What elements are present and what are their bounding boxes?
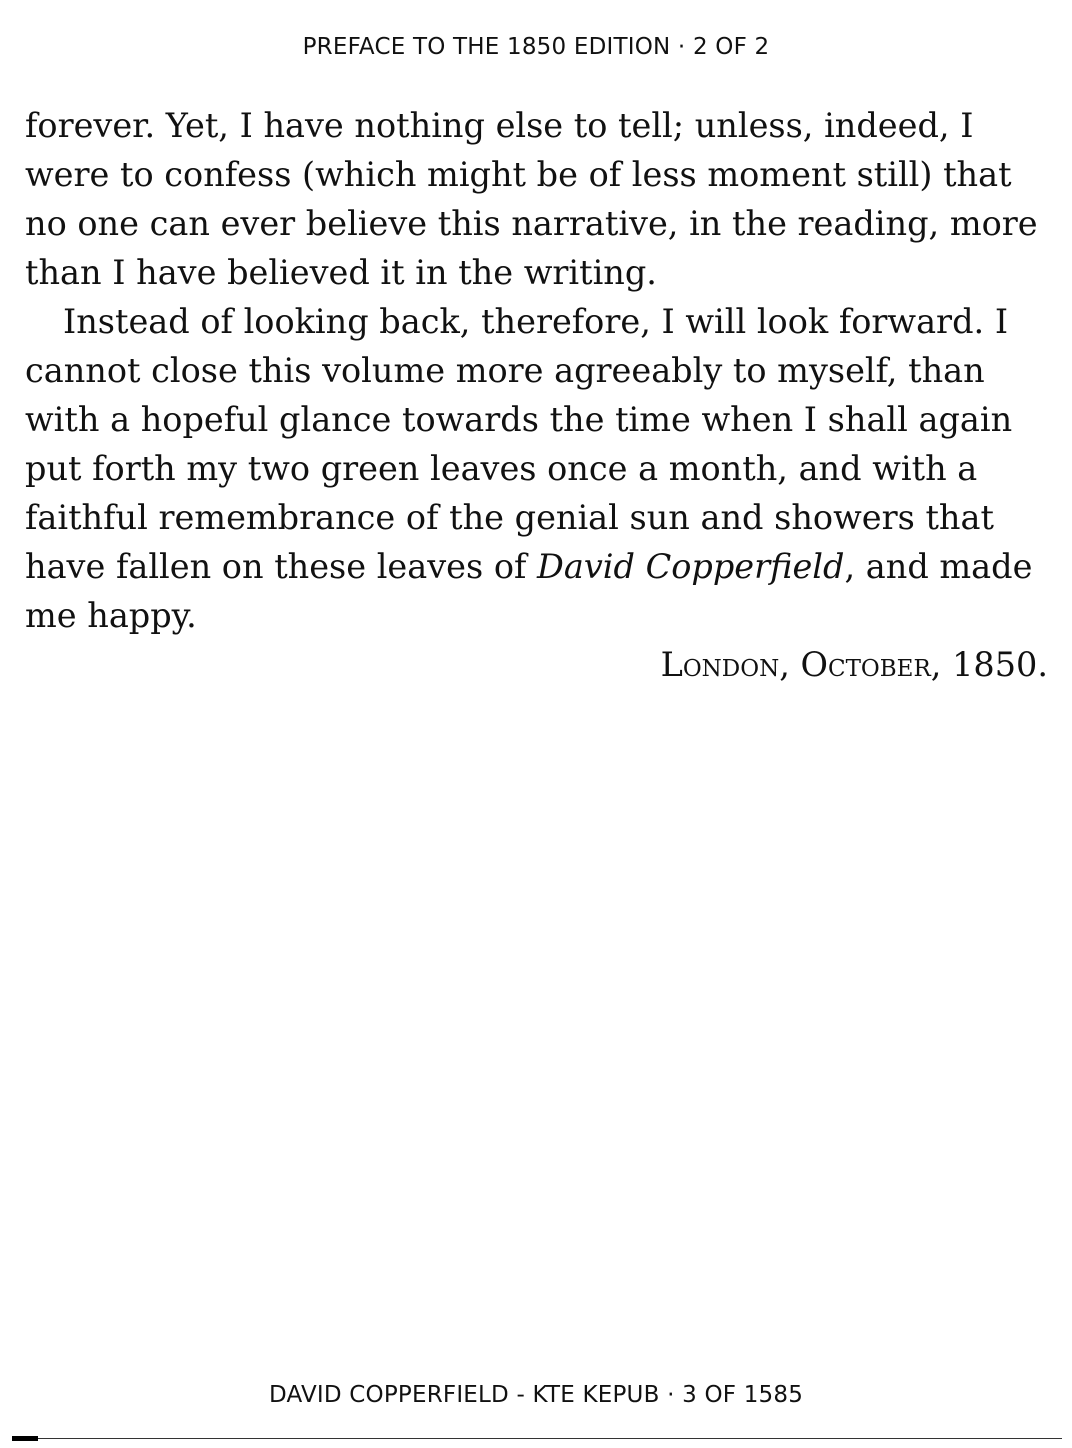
signature-place-date: London, October, 1850. xyxy=(660,645,1048,684)
paragraph-text-end: , and made me happy. xyxy=(25,547,1033,635)
page-text xyxy=(25,101,1050,689)
reading-progress-fill xyxy=(12,1436,38,1441)
book-title-italic: David Copperfield xyxy=(537,547,845,586)
paragraph-text-start: Instead of looking back, therefore, I will look forward. I cannot close this volume more agreeably to myself, than with a hopeful glance towards the time when I shall again put forth my two green leaves once a month, and with a faithful remembrance of the genial sun and showers that have fallen on these leaves of xyxy=(25,302,1013,586)
reading-progress-bar xyxy=(12,1438,1062,1439)
paragraph-continued: forever. Yet, I have nothing else to tell; unless, indeed, I were to confess (which might be of less moment still) that no one can ever believe this narrative, in the reading, more than I have believed it in the writing. xyxy=(25,106,1038,292)
chapter-header: PREFACE TO THE 1850 EDITION · 2 OF 2 xyxy=(302,34,770,60)
paragraph-closing xyxy=(25,297,1050,640)
book-progress-footer: DAVID COPPERFIELD - KTE KEPUB · 3 OF 1585 xyxy=(268,1382,804,1408)
